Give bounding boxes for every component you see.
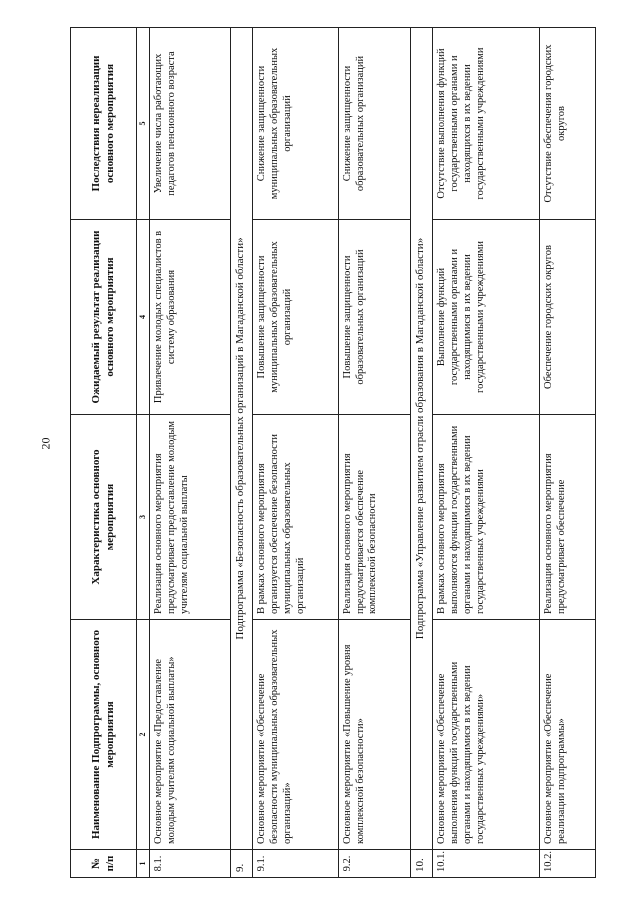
column-index: 3 <box>137 415 150 620</box>
row-number: 8.1. <box>150 850 231 878</box>
row-characteristic: В рамках основного мероприятия выполняются функции государственными органами и находящимися в их ведении государственных учреждениями <box>433 415 540 620</box>
row-name: Основное мероприятие «Предоставление молодым учителям социальной выплаты» <box>150 620 231 850</box>
row-consequences: Снижение защищенности образовательных организаций <box>338 28 411 220</box>
header-result: Ожидаемый результат реализации основного мероприятия <box>71 220 137 415</box>
row-result: Повышение защищенности образовательных организаций <box>338 220 411 415</box>
row-characteristic: Реализация основного мероприятия предусматривается обеспечение комплексной безопасности <box>338 415 411 620</box>
column-index-row <box>137 28 150 878</box>
header-number: № п/п <box>71 850 137 878</box>
table-row <box>150 28 231 878</box>
header-row <box>71 28 137 878</box>
row-number: 9. <box>231 850 253 878</box>
rotated-table-container <box>70 28 596 878</box>
row-name: Основное мероприятие «Обеспечение безопасности муниципальных образовательных организаций» <box>253 620 339 850</box>
row-characteristic: Реализация основного мероприятия предусматривает обеспечение <box>540 415 596 620</box>
column-index: 2 <box>137 620 150 850</box>
header-consequences: Последствия нереализации основного мероприятия <box>71 28 137 220</box>
row-consequences: Увеличение числа работающих педагогов пенсионного возраста <box>150 28 231 220</box>
subprogram-title: Подпрограмма «Управление развитием отрасли образования в Магаданской области» <box>411 28 433 850</box>
row-consequences: Снижение защищенности муниципальных образовательных организаций <box>253 28 339 220</box>
column-index: 5 <box>137 28 150 220</box>
row-characteristic: В рамках основного мероприятия организуется обеспечение безопасности муниципальных образовательных организаций <box>253 415 339 620</box>
subprogram-row <box>231 28 253 878</box>
column-index: 1 <box>137 850 150 878</box>
row-name: Основное мероприятие «Обеспечение реализации подпрограммы» <box>540 620 596 850</box>
row-number: 10. <box>411 850 433 878</box>
column-index: 4 <box>137 220 150 415</box>
row-consequences: Отсутствие выполнения функций государственными органами и находящихся в их ведении государственными учреждениями <box>433 28 540 220</box>
row-result: Выполнение функций государственными органами и находящимися в их ведении государственными учреждениями <box>433 220 540 415</box>
row-name: Основное мероприятие «Повышение уровня комплексной безопасности» <box>338 620 411 850</box>
subprogram-title: Подпрограмма «Безопасность образовательных организаций в Магаданской области» <box>231 28 253 850</box>
row-result: Обеспечение городских округов <box>540 220 596 415</box>
row-result: Привлечение молодых специалистов в систему образования <box>150 220 231 415</box>
table-row <box>253 28 339 878</box>
row-number: 10.1. <box>433 850 540 878</box>
row-number: 9.1. <box>253 850 339 878</box>
row-number: 9.2. <box>338 850 411 878</box>
row-characteristic: Реализация основного мероприятия предусматривает предоставление молодым учителям социальной выплаты <box>150 415 231 620</box>
row-number: 10.2. <box>540 850 596 878</box>
table-row <box>338 28 411 878</box>
row-name: Основное мероприятие «Обеспечение выполнения функций государственными органами и находящимися в их ведении государственных учреждениями» <box>433 620 540 850</box>
measures-table <box>70 27 596 878</box>
subprogram-row <box>411 28 433 878</box>
table-row <box>433 28 540 878</box>
row-result: Повышение защищенности муниципальных образовательных организаций <box>253 220 339 415</box>
header-characteristic: Характеристика основного мероприятия <box>71 415 137 620</box>
row-consequences: Отсутствие обеспечения городских округов <box>540 28 596 220</box>
page-number: 20 <box>38 437 53 450</box>
table-row <box>540 28 596 878</box>
header-name: Наименование Подпрограммы, основного мероприятия <box>71 620 137 850</box>
